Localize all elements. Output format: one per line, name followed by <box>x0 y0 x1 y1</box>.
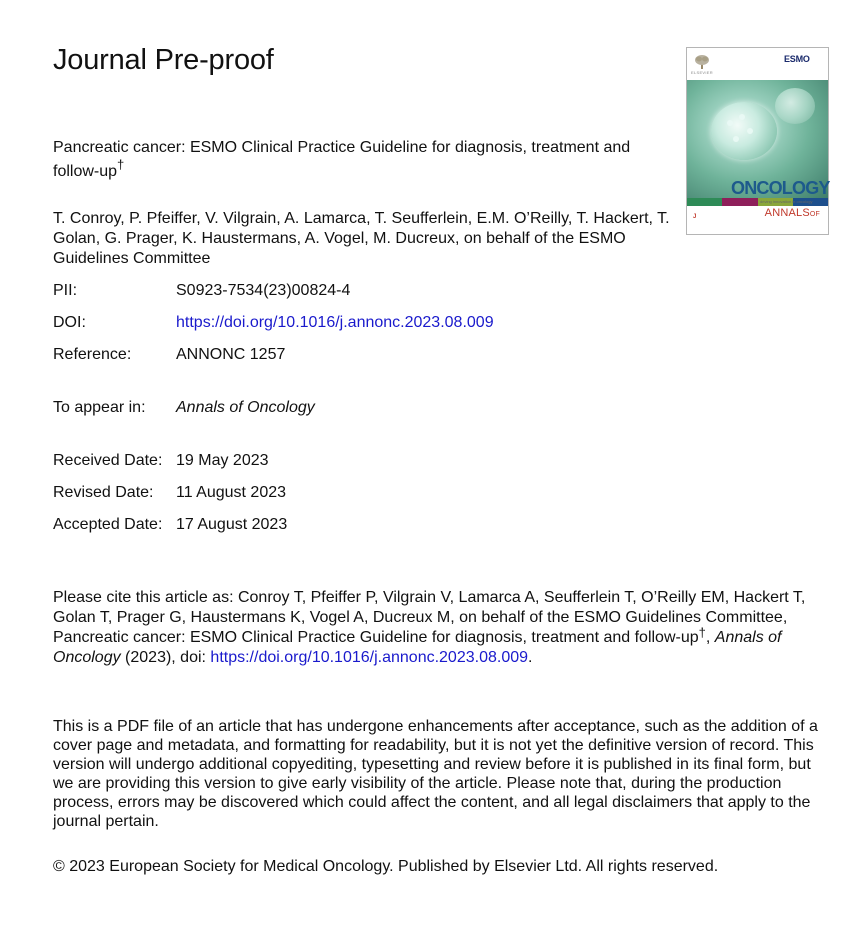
citation-doi-link[interactable]: https://doi.org/10.1016/j.annonc.2023.08.009 <box>210 649 529 666</box>
cell-dot <box>727 120 733 126</box>
oncology-wordmark: ONCOLOGY <box>731 178 830 198</box>
cell-image <box>711 102 777 160</box>
appear-in-value: Annals of Oncology <box>176 399 315 416</box>
article-title <box>53 136 673 184</box>
appear-in-label: To appear in: <box>53 399 146 416</box>
elsevier-tree-logo <box>693 54 711 70</box>
page-title: Journal Pre-proof <box>53 44 274 76</box>
citation-end: . <box>528 649 533 666</box>
cell-dot <box>733 136 739 142</box>
revised-value: 11 August 2023 <box>176 484 287 501</box>
pii-label: PII: <box>53 282 78 299</box>
reference-value: ANNONC 1257 <box>176 346 286 363</box>
cell-dot <box>739 114 745 120</box>
cell-dot <box>747 128 753 134</box>
cover-brand-annals <box>765 207 820 219</box>
citation-suffix: (2023), doi: <box>120 649 211 666</box>
citation-paragraph <box>53 588 823 668</box>
cover-header <box>687 48 828 80</box>
accepted-value: 17 August 2023 <box>176 516 288 533</box>
cover-tagline: driving innovation in oncology <box>760 199 813 204</box>
citation-text: Please cite this article as: Conroy T, Pfeiffer P, Vilgrain V, Lamarca A, Seufferlein T, O’Reilly EM, Hackert T, Golan T, Prager G, Haustermans K, Vogel A, Ducreux M, on behalf of the ESMO Guidelines Committee, Pancreatic cancer: ESMO Clinical Practice Guideline for diagnosis, treatment and follow-up <box>53 589 806 646</box>
cell-image-secondary <box>775 88 815 124</box>
author-list: T. Conroy, P. Pfeiffer, V. Vilgrain, A. Lamarca, T. Seufferlein, E.M. O’Reilly, T. Hackert, T. Golan, G. Prager, K. Haustermans, A. Vogel, M. Ducreux, on behalf of the ESMO Guidelines Committee <box>53 210 670 267</box>
cover-corner-logo: J <box>693 214 697 220</box>
esmo-logo: ESMO <box>784 54 810 64</box>
received-label: Received Date: <box>53 452 163 469</box>
citation-dagger: † <box>698 625 706 640</box>
title-dagger: † <box>117 157 125 172</box>
copyright-notice: © 2023 European Society for Medical Oncology. Published by Elsevier Ltd. All rights reserved. <box>53 858 719 875</box>
citation-sep: , <box>705 629 715 646</box>
article-title-text: Pancreatic cancer: ESMO Clinical Practice Guideline for diagnosis, treatment and follow-up <box>53 139 631 180</box>
elsevier-wordmark: ELSEVIER <box>691 70 713 75</box>
cover-brand-annals-text: ANNALS <box>764 207 810 219</box>
stripe <box>722 198 757 206</box>
journal-cover-image <box>686 47 829 235</box>
reference-label: Reference: <box>53 346 132 363</box>
cover-brand-oncology <box>731 178 830 199</box>
doi-link[interactable]: https://doi.org/10.1016/j.annonc.2023.08.009 <box>176 314 494 331</box>
pii-value: S0923-7534(23)00824-4 <box>176 282 351 299</box>
stripe <box>687 198 722 206</box>
cover-brand-of: OF <box>809 211 820 218</box>
disclaimer-paragraph: This is a PDF file of an article that has undergone enhancements after acceptance, such as the addition of a cover page and metadata, and formatting for readability, but it is not yet the definitive version of record. This version will undergo additional copyediting, typesetting and review before it is published in its final form, but we are providing this version to give early visibility of the article. Please note that, during the production process, errors may be discovered which could affect the content, and all legal disclaimers that apply to the journal pertain. <box>53 718 818 830</box>
received-value: 19 May 2023 <box>176 452 269 469</box>
revised-label: Revised Date: <box>53 484 154 501</box>
doi-label: DOI: <box>53 314 86 331</box>
accepted-label: Accepted Date: <box>53 516 163 533</box>
citation-journal: Annals of Oncology <box>53 629 782 666</box>
